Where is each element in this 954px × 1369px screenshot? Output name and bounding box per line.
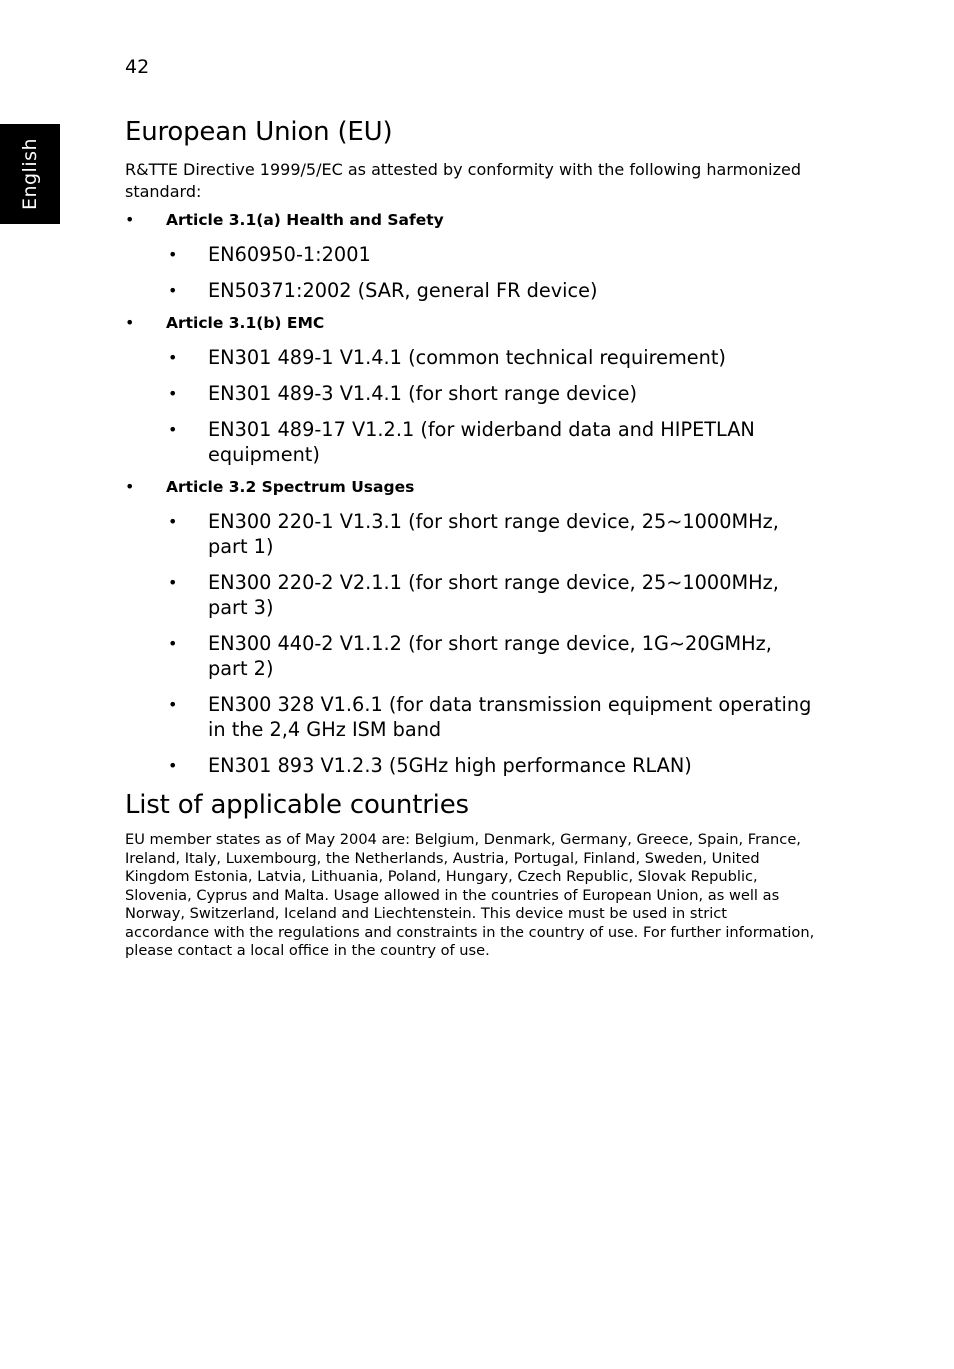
standard-text: EN301 489-3 V1.4.1 (for short range device) xyxy=(208,382,637,405)
standard-text: EN301 489-17 V1.2.1 (for widerband data and HIPETLAN equipment) xyxy=(208,418,755,466)
standard-text: EN300 220-2 V2.1.1 (for short range device, 25~1000MHz, part 3) xyxy=(208,571,779,619)
countries-paragraph: EU member states as of May 2004 are: Belgium, Denmark, Germany, Greece, Spain, France, Ireland, Italy, Luxembourg, the Netherlands, Austria, Portugal, Finland, Sweden, United Kingdom Estonia, Latvia, Lithuania, Poland, Hungary, Czech Republic, Slovak Republic, Slovenia, Cyprus and Malta. Usage allowed in the countries of European Union, as well as Norway, Switzerland, Iceland and Liechtenstein. This device must be used in strict accordance with the regulations and constraints in the country of use. For further information, please contact a local office in the country of use. xyxy=(125,831,815,959)
bullet: • xyxy=(168,348,178,367)
standard-list xyxy=(125,345,815,467)
standard-text: EN300 328 V1.6.1 (for data transmission equipment operating in the 2,4 GHz ISM band xyxy=(208,693,812,741)
bullet: • xyxy=(125,313,135,332)
bullet: • xyxy=(125,477,135,496)
bullet: • xyxy=(168,245,178,264)
standard-item xyxy=(125,631,815,681)
standard-text: EN50371:2002 (SAR, general FR device) xyxy=(208,279,598,302)
bullet: • xyxy=(168,281,178,300)
standard-item xyxy=(125,753,815,778)
standard-item xyxy=(125,692,815,742)
standard-text: EN301 893 V1.2.3 (5GHz high performance RLAN) xyxy=(208,754,692,777)
bullet: • xyxy=(168,756,178,775)
standard-text: EN300 220-1 V1.3.1 (for short range device, 25~1000MHz, part 1) xyxy=(208,510,779,558)
article-item xyxy=(125,209,815,303)
bullet: • xyxy=(168,420,178,439)
page-number: 42 xyxy=(125,56,150,78)
standard-item xyxy=(125,509,815,559)
article-item xyxy=(125,312,815,467)
article-label: Article 3.1(b) EMC xyxy=(166,314,325,332)
standard-text: EN300 440-2 V1.1.2 (for short range device, 1G~20GMHz, part 2) xyxy=(208,632,772,680)
standard-list xyxy=(125,509,815,778)
article-list xyxy=(125,209,815,778)
side-tab-label: English xyxy=(19,137,41,211)
standard-item xyxy=(125,417,815,467)
bullet: • xyxy=(168,512,178,531)
standard-text: EN60950-1:2001 xyxy=(208,243,371,266)
standard-item xyxy=(125,242,815,267)
standard-item xyxy=(125,278,815,303)
page-content xyxy=(125,116,815,975)
standard-item xyxy=(125,570,815,620)
bullet: • xyxy=(168,573,178,592)
bullet: • xyxy=(168,695,178,714)
article-label: Article 3.2 Spectrum Usages xyxy=(166,478,415,496)
standard-text: EN301 489-1 V1.4.1 (common technical requirement) xyxy=(208,346,726,369)
standard-item xyxy=(125,345,815,370)
eu-intro: R&TTE Directive 1999/5/EC as attested by conformity with the following harmonized standard: xyxy=(125,160,801,201)
language-side-tab xyxy=(0,124,60,224)
article-item xyxy=(125,476,815,778)
standard-list xyxy=(125,242,815,303)
bullet: • xyxy=(168,634,178,653)
eu-section-title: European Union (EU) xyxy=(125,117,393,147)
bullet: • xyxy=(125,210,135,229)
bullet: • xyxy=(168,384,178,403)
article-label: Article 3.1(a) Health and Safety xyxy=(166,211,444,229)
standard-item xyxy=(125,381,815,406)
countries-section-title: List of applicable countries xyxy=(125,790,469,820)
